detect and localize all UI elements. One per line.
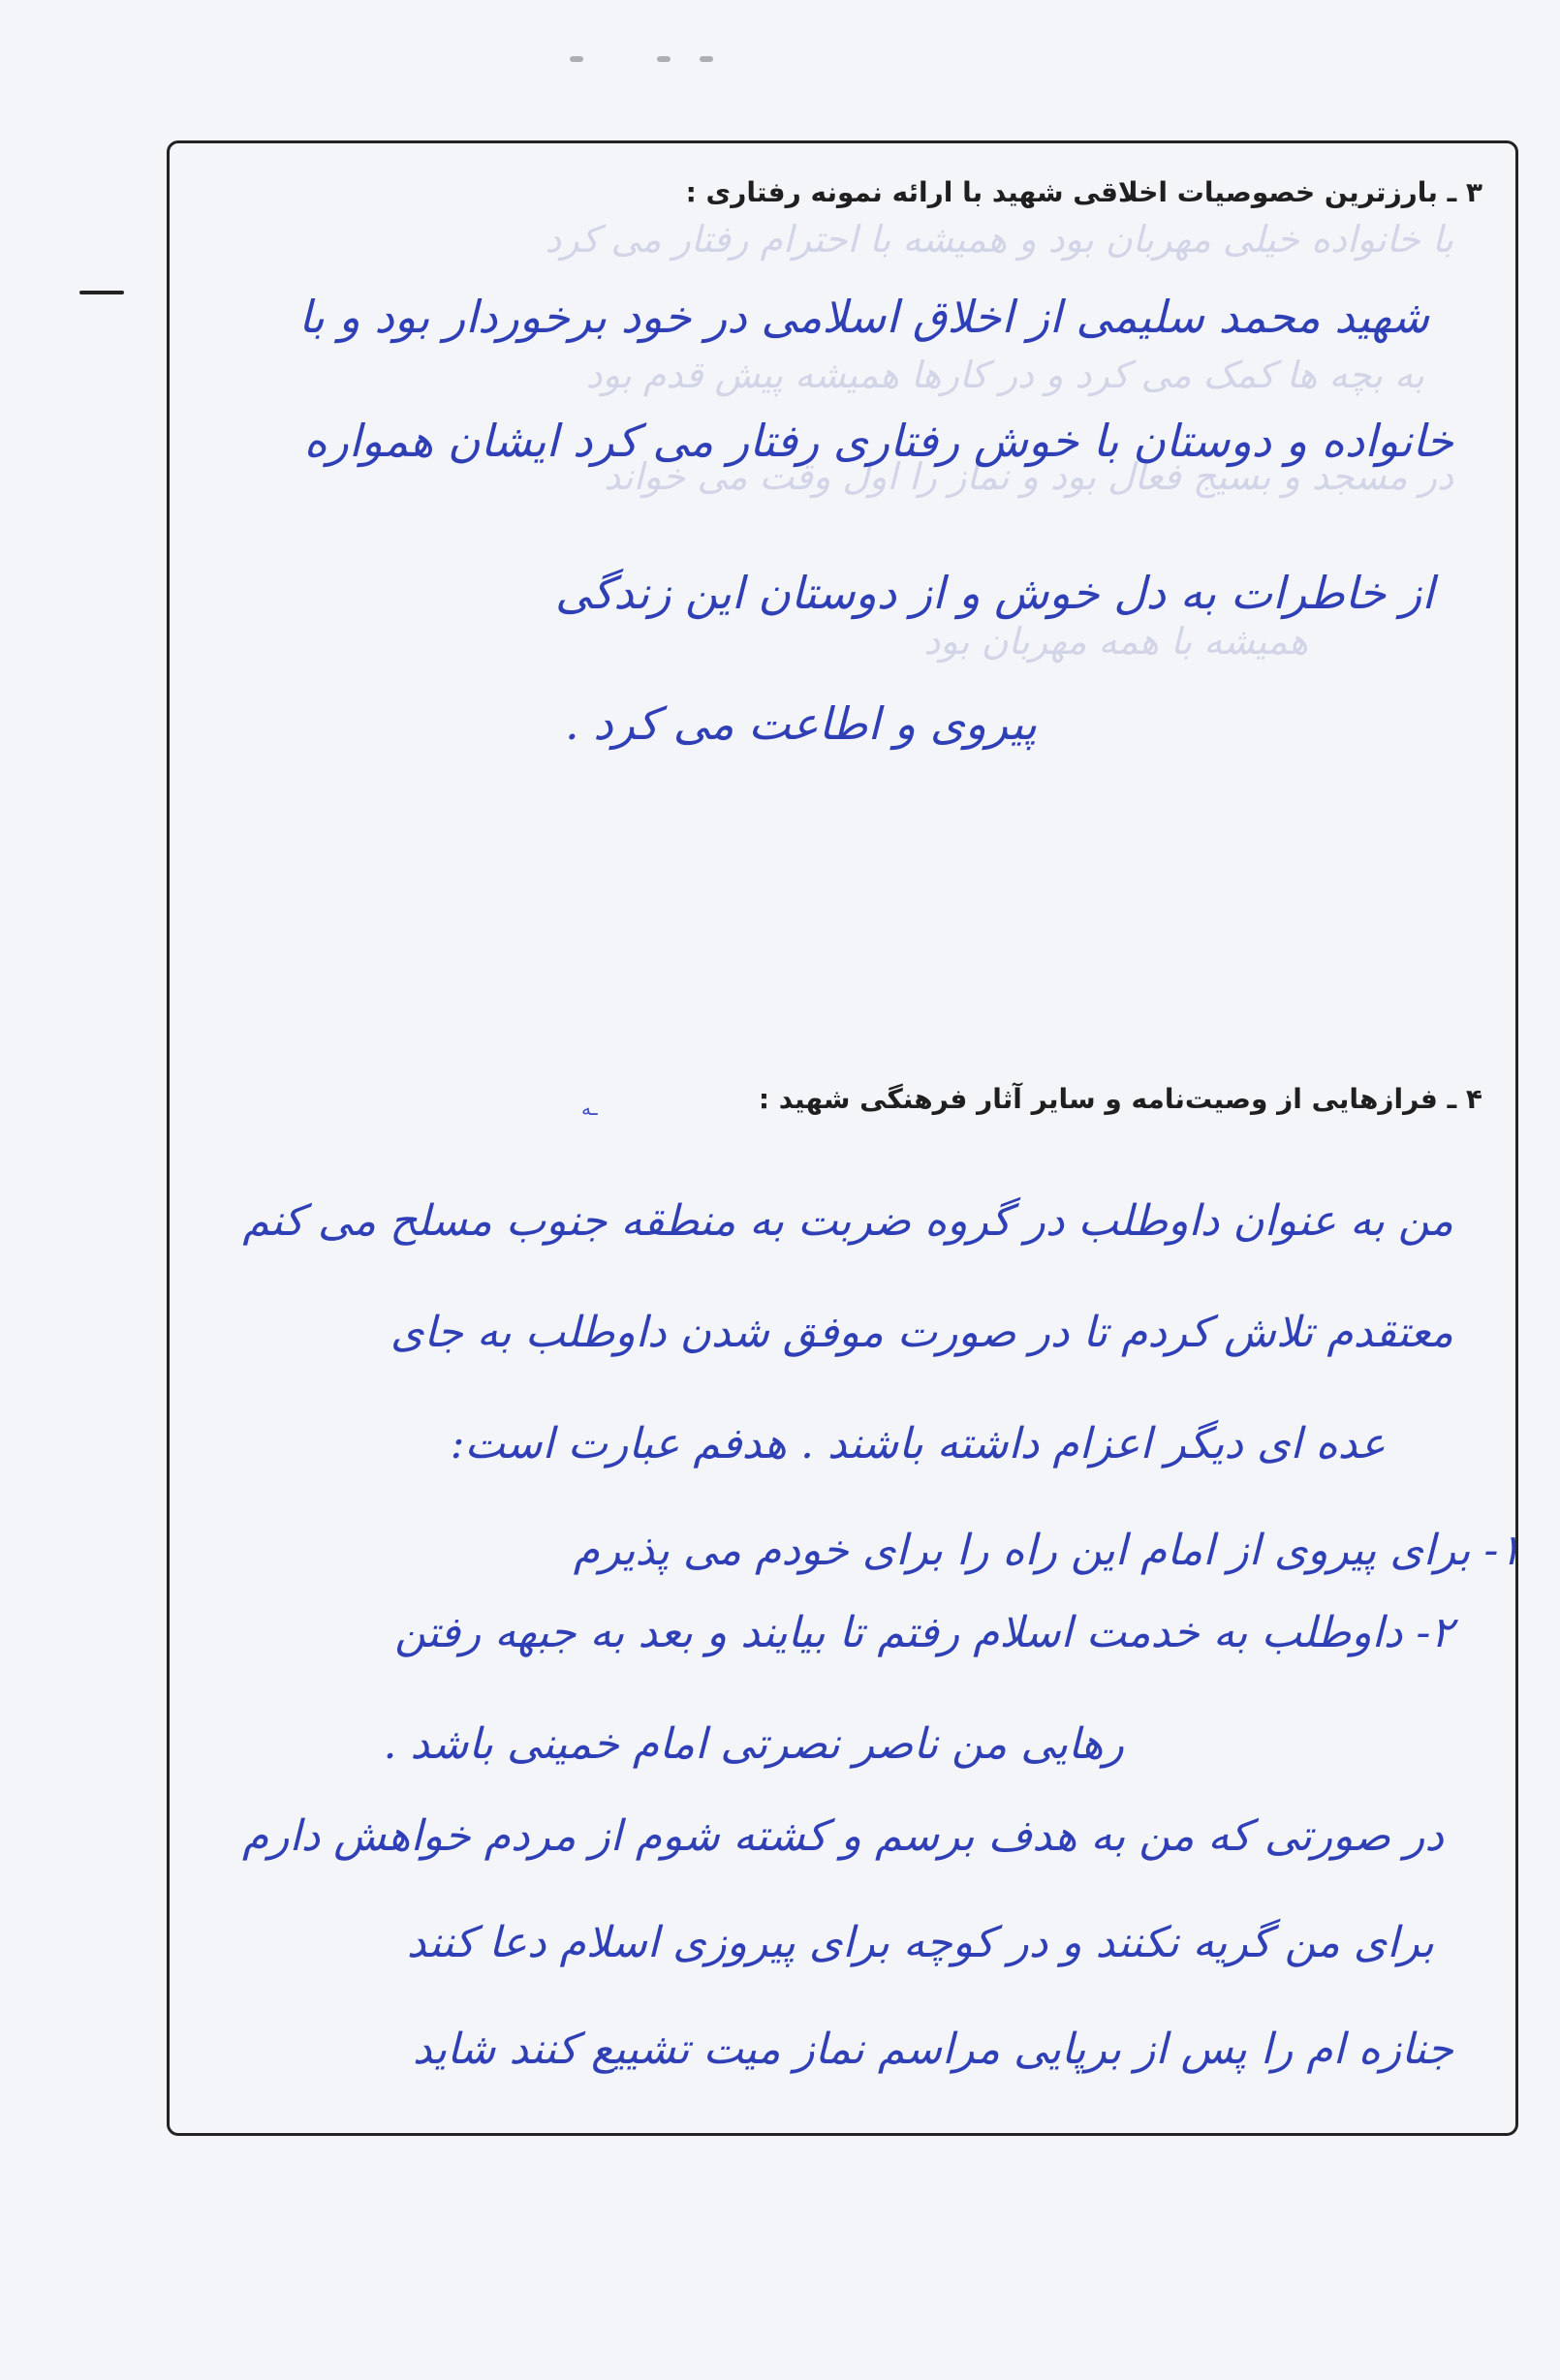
handwritten-line: عده ای دیگر اعزام داشته باشند . هدفم عبارت است: — [450, 1419, 1386, 1468]
handwritten-line: ۱- برای پیروی از امام این راه را برای خودم می پذیرم — [573, 1526, 1521, 1575]
show-through-line: همیشه با همه مهربان بود — [923, 620, 1308, 663]
handwritten-line: ۲- داوطلب به خدمت اسلام رفتم تا بیایند و بعد به جبهه رفتن — [394, 1608, 1453, 1657]
scan-mark-2 — [657, 56, 671, 62]
show-through-line: به بچه ها کمک می کرد و در کارها همیشه پیش قدم بود — [585, 354, 1424, 396]
handwritten-line: در صورتی که من به هدف برسم و کشته شوم از مردم خواهش دارم — [241, 1811, 1444, 1861]
scan-mark-1 — [570, 56, 583, 62]
handwritten-line: معتقدم تلاش کردم تا در صورت موفق شدن داوطلب به جای — [390, 1308, 1453, 1357]
section-4-heading: ۴ ـ فرازهایی از وصیت‌نامه و سایر آثار فرهنگی شهید : — [758, 1083, 1482, 1115]
show-through-line: با خانواده خیلی مهربان بود و همیشه با احترام رفتار می کرد — [545, 218, 1453, 261]
scan-mark-3 — [700, 56, 713, 62]
handwritten-line: از خاطرات به دل خوش و از دوستان این زندگی — [555, 567, 1434, 619]
section-3-heading: ۳ ـ بارزترین خصوصیات اخلاقی شهید با ارائه نمونه رفتاری : — [685, 176, 1482, 208]
handwritten-line: پیروی و اطاعت می کرد . — [565, 697, 1037, 750]
handwritten-line: شهید محمد سلیمی از اخلاق اسلامی در خود برخوردار بود و با — [298, 291, 1429, 343]
handwritten-line: خانواده و دوستان با خوش رفتاری رفتار می کرد ایشان همواره — [303, 415, 1453, 467]
handwritten-line: رهایی من ناصر نصرتی امام خمینی باشد . — [383, 1719, 1124, 1769]
handwritten-line: من به عنوان داوطلب در گروه ضربت به منطقه جنوب مسلح می کنم — [242, 1196, 1453, 1246]
pen-mark: ـه — [581, 1097, 598, 1120]
show-through-line: در مسجد و بسیج فعال بود و نماز را اول وقت می خواند — [604, 455, 1453, 498]
handwritten-line: جنازه ام را پس از برپایی مراسم نماز میت تشییع کنند شاید — [412, 2025, 1453, 2074]
margin-dash — [79, 291, 124, 294]
handwritten-line: برای من گریه نکنند و در کوچه برای پیروزی اسلام دعا کنند — [406, 1918, 1434, 1967]
